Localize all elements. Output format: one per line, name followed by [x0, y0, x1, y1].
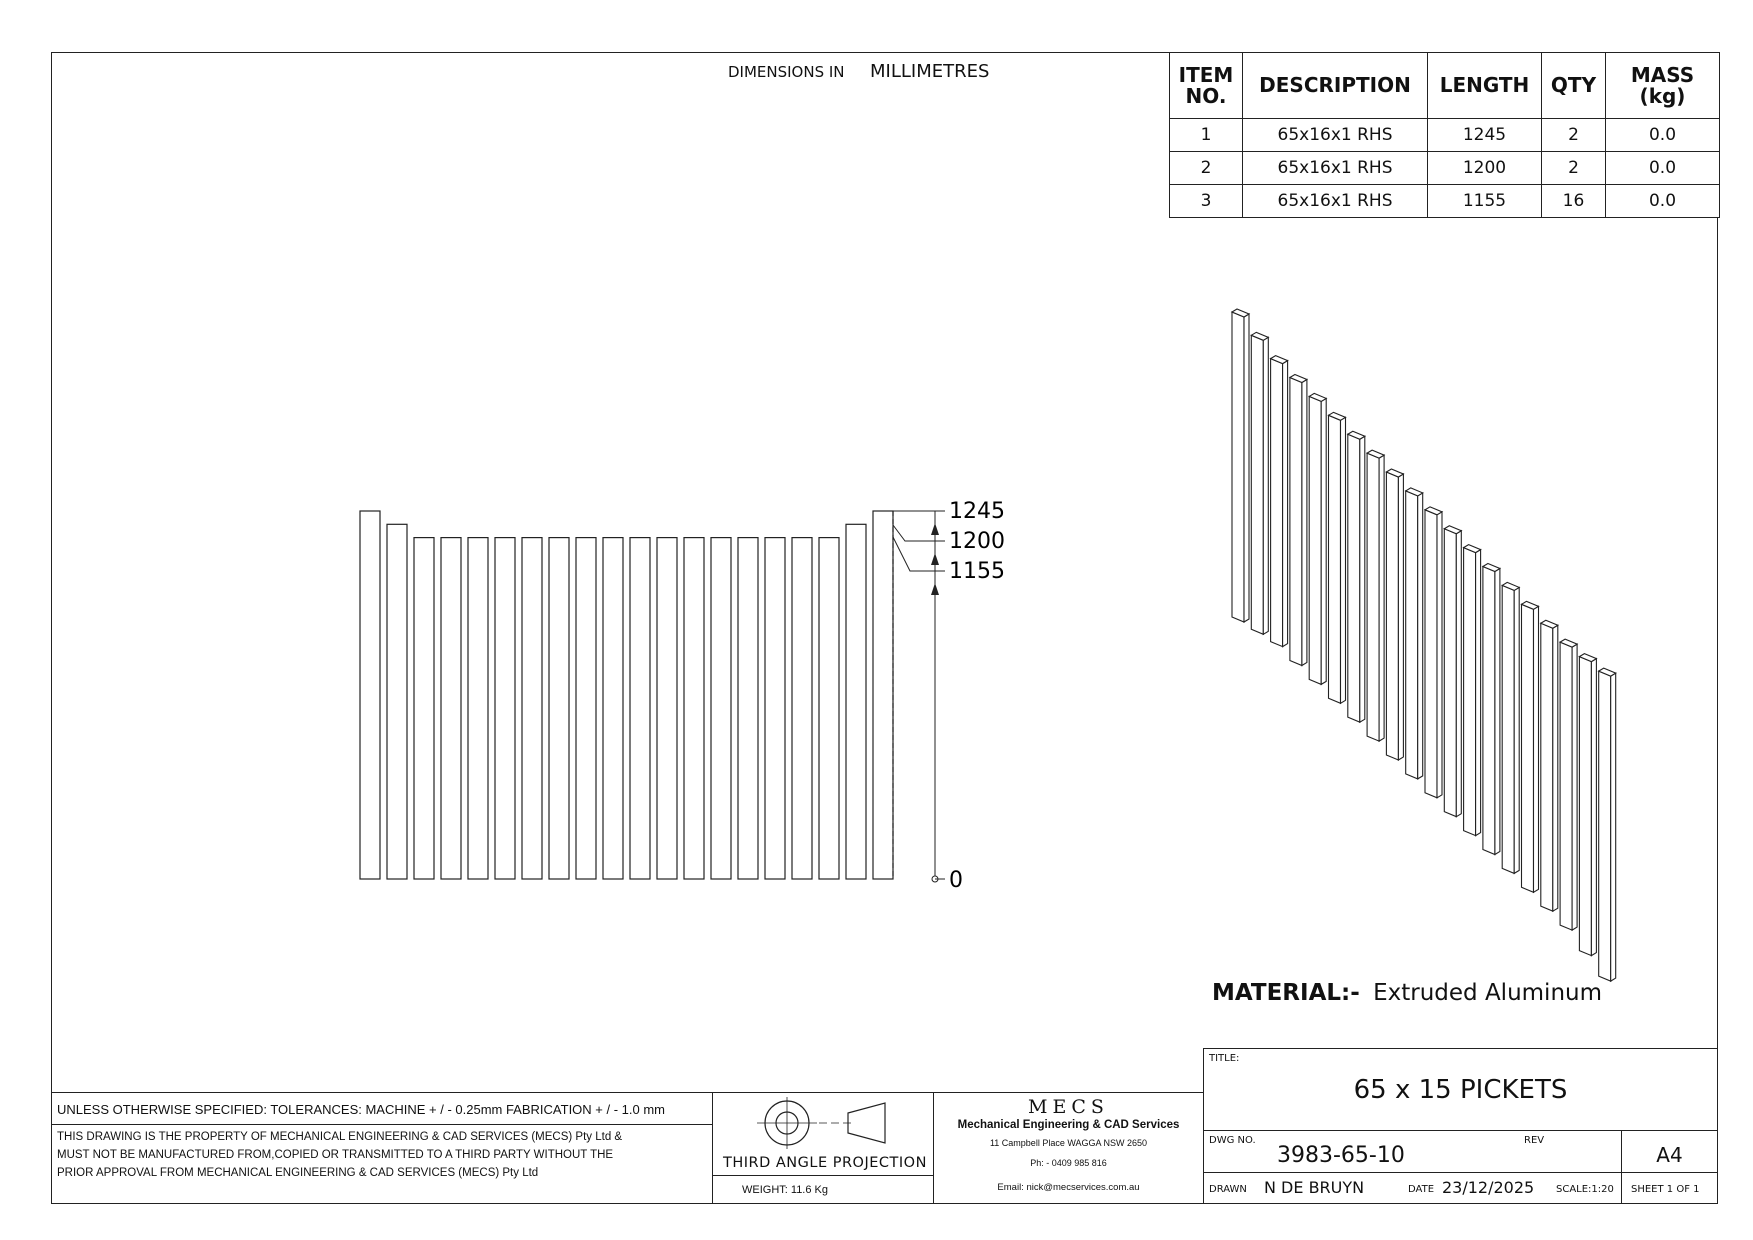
bom-cell-mass: 0.0: [1606, 152, 1720, 185]
dwg-no: 3983-65-10: [1277, 1143, 1405, 1168]
bom-header-length: LENGTH: [1428, 53, 1542, 119]
drawing-date: 23/12/2025: [1442, 1178, 1535, 1197]
weight-label: WEIGHT: 11.6 Kg: [742, 1184, 828, 1196]
scale-label: SCALE:1:20: [1556, 1184, 1614, 1195]
dimensions-label: DIMENSIONS IN: [728, 63, 845, 81]
picket-isometric-side: [1456, 531, 1461, 817]
picket-isometric: [1579, 657, 1591, 956]
ordinate-label-0: 0: [949, 868, 963, 893]
sheet-size: A4: [1656, 1143, 1683, 1167]
picket-front: [711, 538, 731, 879]
picket-isometric-side: [1321, 398, 1326, 684]
picket-isometric: [1309, 396, 1321, 684]
picket-front: [360, 511, 380, 879]
company-phone: Ph: - 0409 985 816: [1030, 1158, 1107, 1168]
dimensions-unit: MILLIMETRES: [870, 61, 990, 82]
material-value: Extruded Aluminum: [1373, 980, 1603, 1006]
picket-front: [684, 538, 704, 879]
picket-front: [846, 524, 866, 879]
title-cell: [1203, 1048, 1718, 1131]
picket-front: [441, 538, 461, 879]
sheet-number: SHEET 1 OF 1: [1631, 1184, 1700, 1195]
picket-isometric: [1329, 415, 1341, 703]
picket-isometric: [1464, 548, 1476, 836]
bom-cell-length: 1155: [1428, 185, 1542, 218]
picket-isometric-side: [1379, 455, 1384, 741]
material-label: MATERIAL:-: [1212, 980, 1360, 1006]
picket-front: [576, 538, 596, 879]
bom-cell-qty: 16: [1542, 185, 1606, 218]
company-name: Mechanical Engineering & CAD Services: [957, 1119, 1180, 1131]
ordinate-leader-1155: [893, 537, 945, 571]
property-notice-cell: [51, 1124, 713, 1204]
drawing-title: 65 x 15 PICKETS: [1353, 1075, 1568, 1105]
picket-isometric: [1522, 604, 1534, 892]
ordinate-arrow: [931, 583, 939, 595]
bom-cell-length: 1245: [1428, 119, 1542, 152]
picket-front: [495, 538, 515, 879]
bom-cell-length: 1200: [1428, 152, 1542, 185]
picket-isometric: [1232, 312, 1244, 622]
front-view-pickets: [360, 511, 893, 879]
picket-isometric-side: [1244, 314, 1249, 622]
picket-isometric: [1386, 472, 1398, 760]
material-note: [1212, 980, 1602, 1006]
picket-front: [549, 538, 569, 879]
picket-front: [657, 538, 677, 879]
picket-isometric-side: [1398, 474, 1403, 760]
picket-isometric-side: [1263, 337, 1268, 634]
picket-isometric: [1425, 510, 1437, 798]
picket-isometric: [1483, 567, 1495, 855]
drawn-by: N DE BRUYN: [1264, 1178, 1365, 1197]
bom-cell-qty: 2: [1542, 119, 1606, 152]
picket-front: [819, 538, 839, 879]
picket-isometric: [1290, 378, 1302, 666]
bom-cell-description: 65x16x1 RHS: [1243, 152, 1428, 185]
company-cell: [933, 1092, 1204, 1204]
picket-isometric: [1502, 585, 1514, 873]
picket-isometric: [1251, 335, 1263, 634]
bom-cell-item: 2: [1170, 152, 1243, 185]
picket-isometric-side: [1534, 606, 1539, 892]
dwg-no-label: DWG NO.: [1209, 1135, 1256, 1146]
bom-header-description: DESCRIPTION: [1243, 53, 1428, 119]
company-logo-text: MECS: [1028, 1096, 1109, 1118]
ordinate-label-1245: 1245: [949, 499, 1005, 524]
third-angle-projection-icon: [753, 1095, 903, 1151]
picket-isometric: [1444, 529, 1456, 817]
picket-isometric: [1541, 623, 1553, 911]
sheet-size-cell: [1621, 1130, 1718, 1173]
bom-cell-item: 3: [1170, 185, 1243, 218]
picket-isometric-side: [1611, 673, 1616, 981]
drawn-cell: [1203, 1172, 1718, 1204]
picket-isometric-side: [1418, 493, 1423, 779]
picket-front: [522, 538, 542, 879]
picket-isometric: [1367, 453, 1379, 741]
picket-isometric: [1599, 671, 1611, 981]
property-notice-line: PRIOR APPROVAL FROM MECHANICAL ENGINEERING & CAD SERVICES (MECS) Pty Ltd: [57, 1167, 539, 1179]
picket-front: [630, 538, 650, 879]
title-label: TITLE:: [1209, 1053, 1240, 1064]
picket-isometric-side: [1360, 436, 1365, 722]
bom-header-qty: QTY: [1542, 53, 1606, 119]
picket-front: [414, 538, 434, 879]
property-notice-line: MUST NOT BE MANUFACTURED FROM,COPIED OR TRANSMITTED TO A THIRD PARTY WITHOUT THE: [57, 1149, 614, 1161]
bom-cell-description: 65x16x1 RHS: [1243, 185, 1428, 218]
picket-isometric-side: [1514, 587, 1519, 873]
picket-isometric-side: [1553, 625, 1558, 911]
picket-isometric-side: [1341, 417, 1346, 703]
date-label: DATE: [1408, 1184, 1435, 1195]
bom-cell-item: 1: [1170, 119, 1243, 152]
picket-front: [873, 511, 893, 879]
picket-isometric-side: [1437, 512, 1442, 798]
drawn-label: DRAWN: [1209, 1184, 1247, 1195]
tolerances-note: UNLESS OTHERWISE SPECIFIED: TOLERANCES: MACHINE + / - 0.25mm FABRICATION + / - 1.0 mm: [57, 1102, 665, 1117]
picket-isometric-side: [1591, 659, 1596, 956]
picket-isometric-side: [1302, 380, 1307, 666]
isometric-view-pickets: [1232, 309, 1616, 981]
divider: [1621, 1172, 1622, 1204]
ordinate-arrow: [931, 523, 939, 535]
ordinate-label-1200: 1200: [949, 529, 1005, 554]
picket-front: [738, 538, 758, 879]
tolerances-cell: [51, 1092, 713, 1125]
projection-cell: [712, 1092, 934, 1176]
ordinate-arrow: [931, 553, 939, 565]
picket-isometric-side: [1572, 644, 1577, 930]
picket-front: [603, 538, 623, 879]
bom-cell-qty: 2: [1542, 152, 1606, 185]
picket-front: [387, 524, 407, 879]
ordinate-label-1155: 1155: [949, 559, 1005, 584]
picket-isometric: [1406, 491, 1418, 779]
picket-front: [792, 538, 812, 879]
bom-header-item: ITEM NO.: [1170, 53, 1243, 119]
picket-isometric-side: [1476, 550, 1481, 836]
property-notice-line: THIS DRAWING IS THE PROPERTY OF MECHANICAL ENGINEERING & CAD SERVICES (MECS) Pty Ltd &: [57, 1131, 623, 1143]
picket-isometric: [1560, 642, 1572, 930]
picket-isometric-side: [1283, 361, 1288, 647]
picket-front: [468, 538, 488, 879]
bom-header-mass: MASS (kg): [1606, 53, 1720, 119]
weight-cell: [712, 1175, 934, 1204]
picket-isometric-side: [1495, 569, 1500, 855]
picket-isometric: [1348, 434, 1360, 722]
picket-isometric: [1271, 359, 1283, 647]
company-email: Email: nick@mecservices.com.au: [997, 1182, 1140, 1193]
picket-front: [765, 538, 785, 879]
bom-cell-mass: 0.0: [1606, 119, 1720, 152]
bom-cell-description: 65x16x1 RHS: [1243, 119, 1428, 152]
dwg-no-cell: [1203, 1130, 1622, 1173]
projection-label: THIRD ANGLE PROJECTION: [723, 1155, 927, 1171]
rev-label: REV: [1524, 1135, 1545, 1146]
bom-cell-mass: 0.0: [1606, 185, 1720, 218]
company-address: 11 Campbell Place WAGGA NSW 2650: [989, 1138, 1148, 1148]
